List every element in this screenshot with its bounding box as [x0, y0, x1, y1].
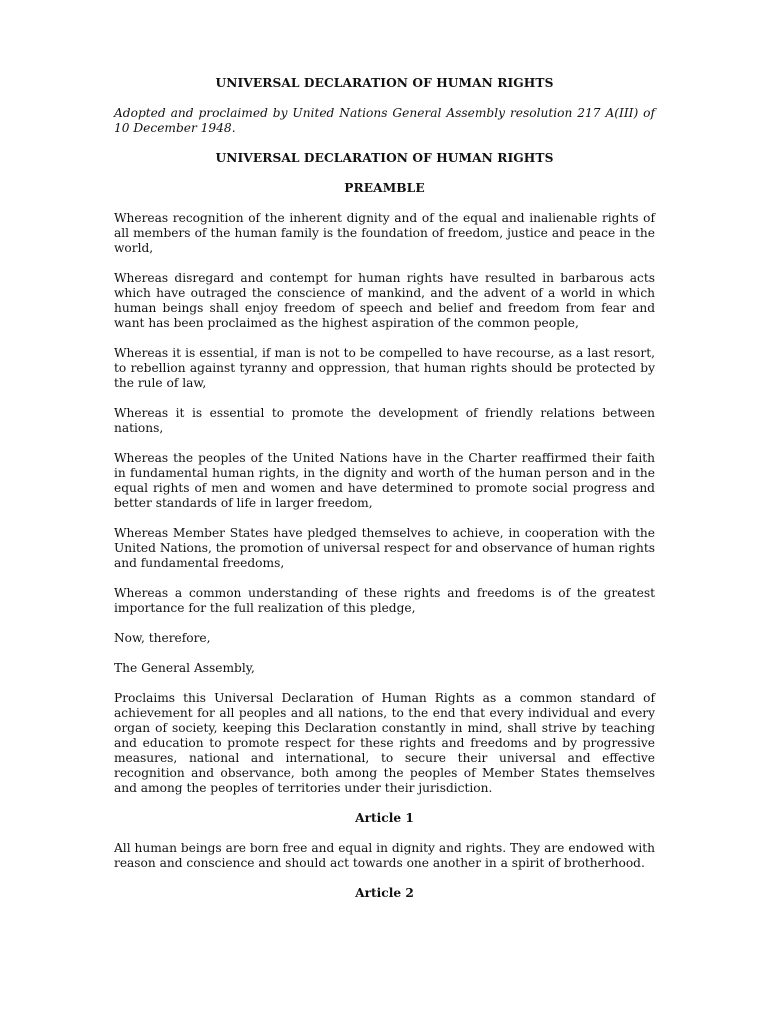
preamble-paragraph: Whereas disregard and contempt for human rights have resulted in barbarous acts which have outraged the conscience of mankind, and the advent of a world in which human beings shall enjoy freedom of speech and belief and freedom from fear and want has been proclaimed as the highest aspiration of the common people,: [114, 271, 655, 330]
preamble-paragraph: Whereas it is essential to promote the development of friendly relations between nations,: [114, 406, 655, 435]
preamble-paragraph: Now, therefore,: [114, 631, 211, 645]
article-2-heading: Article 2: [355, 886, 414, 900]
preamble-paragraph: Whereas Member States have pledged themselves to achieve, in cooperation with the United Nations, the promotion of universal respect for and observance of human rights and fundamental freedoms,: [114, 526, 655, 570]
preamble-paragraph: Whereas the peoples of the United Nations have in the Charter reaffirmed their faith in fundamental human rights, in the dignity and worth of the human person and in the equal rights of men and women and have determined to promote social progress and better standards of life in larger freedom,: [114, 451, 655, 510]
preamble-paragraph: Whereas a common understanding of these rights and freedoms is of the greatest importance for the full realization of this pledge,: [114, 586, 655, 615]
preamble-paragraph: Whereas recognition of the inherent dignity and of the equal and inalienable rights of all members of the human family is the foundation of freedom, justice and peace in the world,: [114, 211, 655, 255]
preamble-heading: PREAMBLE: [344, 181, 425, 195]
document-title-repeat: UNIVERSAL DECLARATION OF HUMAN RIGHTS: [215, 151, 554, 165]
preamble-paragraph: Whereas it is essential, if man is not to be compelled to have recourse, as a last resort, to rebellion against tyranny and oppression, that human rights should be protected by the rule of law,: [114, 346, 655, 390]
preamble-paragraph: The General Assembly,: [114, 661, 255, 675]
document-subtitle: Adopted and proclaimed by United Nations General Assembly resolution 217 A(III) of 10 December 1948.: [114, 106, 655, 135]
document-page: [114, 76, 655, 901]
article-1-heading: Article 1: [355, 811, 414, 825]
preamble-paragraph: Proclaims this Universal Declaration of Human Rights as a common standard of achievement for all peoples and all nations, to the end that every individual and every organ of society, keeping this Declaration constantly in mind, shall strive by teaching and education to promote respect for these rights and freedoms and by progressive measures, national and international, to secure their universal and effective recognition and observance, both among the peoples of Member States themselves and among the peoples of territories under their jurisdiction.: [114, 691, 655, 795]
document-title: UNIVERSAL DECLARATION OF HUMAN RIGHTS: [215, 76, 554, 90]
article-1-text: All human beings are born free and equal in dignity and rights. They are endowed with reason and conscience and should act towards one another in a spirit of brotherhood.: [114, 841, 655, 870]
